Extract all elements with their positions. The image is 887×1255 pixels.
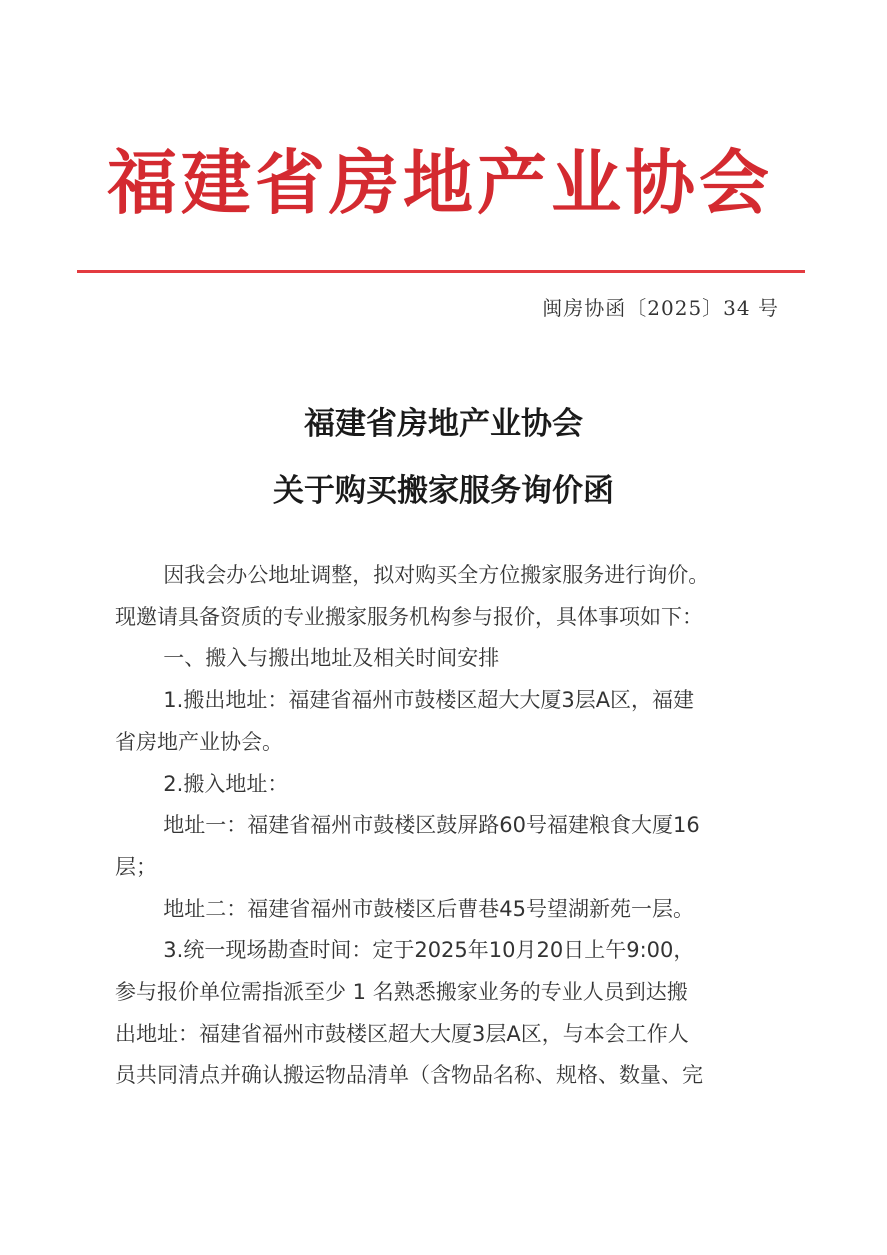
document-body	[115, 555, 783, 1097]
item-1-line-2: 省房地产业协会。	[115, 729, 283, 754]
address-2-line: 地址二：福建省福州市鼓楼区后曹巷45号望湖新苑一层。	[163, 896, 695, 921]
document-title-line-2: 关于购买搬家服务询价函	[273, 473, 614, 509]
item-3-line-2: 参与报价单位需指派至少 1 名熟悉搬家业务的专业人员到达搬	[115, 980, 688, 1005]
item-3-line-1: 3.统一现场勘查时间：定于2025年10月20日上午9:00，	[163, 938, 695, 963]
document-title-line-1: 福建省房地产业协会	[304, 406, 583, 442]
section-heading-1: 一、搬入与搬出地址及相关时间安排	[163, 646, 500, 671]
address-1-line-1: 地址一：福建省福州市鼓楼区鼓屏路60号福建粮食大厦16	[163, 813, 700, 838]
document-number: 闽房协函〔2025〕34 号	[542, 296, 779, 320]
address-1-line-2: 层；	[115, 854, 157, 879]
item-1-line-1: 1.搬出地址：福建省福州市鼓楼区超大大厦3层A区，福建	[163, 688, 695, 713]
item-3-line-3: 出地址：福建省福州市鼓楼区超大大厦3层A区，与本会工作人	[115, 1021, 689, 1046]
red-divider-line	[77, 270, 805, 273]
intro-line-1: 因我会办公地址调整，拟对购买全方位搬家服务进行询价。	[163, 563, 710, 587]
organization-letterhead: 福建省房地产业协会	[107, 141, 773, 224]
item-3-line-4: 员共同清点并确认搬运物品清单（含物品名称、规格、数量、完	[115, 1063, 703, 1088]
intro-line-2: 现邀请具备资质的专业搬家服务机构参与报价，具体事项如下：	[115, 604, 703, 629]
item-2-line: 2.搬入地址：	[163, 771, 289, 796]
